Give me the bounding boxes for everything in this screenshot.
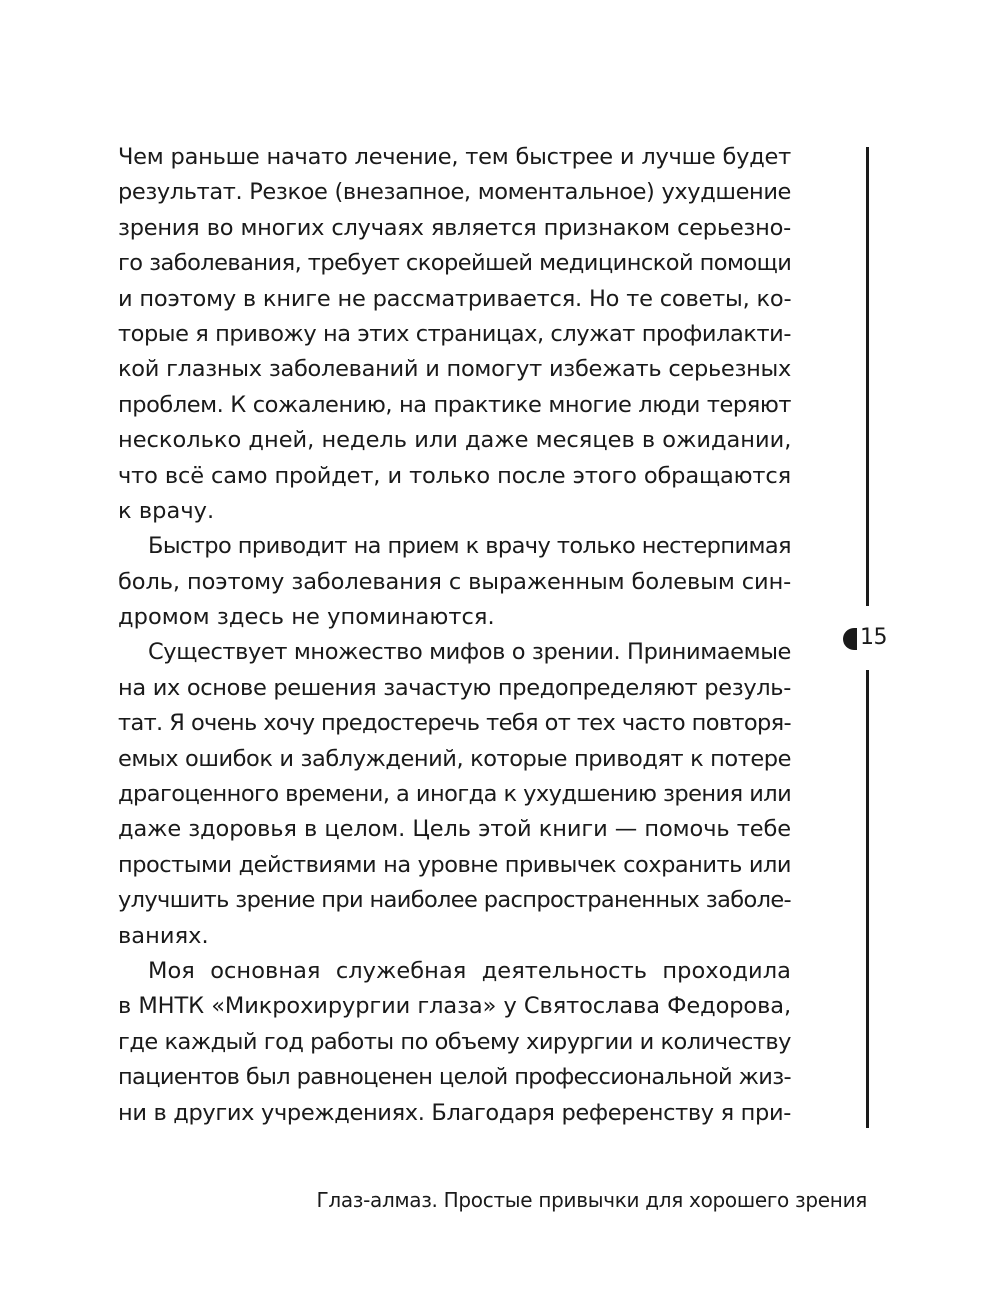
text-line: кой глазных заболеваний и помогут избежать серьезных xyxy=(118,356,791,383)
paragraph-2 xyxy=(118,529,791,635)
text-line: в МНТК «Микрохирургии глаза» у Святослава Федорова, xyxy=(118,993,791,1020)
paragraph-4 xyxy=(118,954,791,1131)
text-line: несколько дней, недель или даже месяцев в ожидании, xyxy=(118,427,792,454)
text-line: пациентов был равноценен целой профессиональной жиз- xyxy=(118,1064,791,1091)
text-line: даже здоровья в целом. Цель этой книги — помочь тебе xyxy=(118,816,791,843)
text-line: драгоценного времени, а иногда к ухудшению зрения или xyxy=(118,781,792,808)
text-line: простыми действиями на уровне привычек сохранить или xyxy=(118,851,791,878)
text-line: и поэтому в книге не рассматривается. Но те советы, ко- xyxy=(118,285,792,312)
text-line: Быстро приводит на прием к врачу только нестерпимая xyxy=(148,533,791,560)
text-line: результат. Резкое (внезапное, моментальное) ухудшение xyxy=(118,179,791,206)
body-text xyxy=(118,140,791,1131)
margin-rule-top xyxy=(866,147,869,606)
text-line: емых ошибок и заблуждений, которые приводят к потере xyxy=(118,745,791,772)
text-line: го заболевания, требует скорейшей медицинской помощи xyxy=(118,250,792,277)
text-line: проблем. К сожалению, на практике многие люди теряют xyxy=(118,391,791,418)
page-marker-icon xyxy=(843,628,857,650)
text-line: на их основе решения зачастую предопределяют резуль- xyxy=(118,674,791,701)
text-line: тат. Я очень хочу предостеречь тебя от тех часто повторя- xyxy=(118,710,791,737)
text-line: что всё само пройдет, и только после этого обращаются xyxy=(118,462,791,489)
text-line: Чем раньше начато лечение, тем быстрее и лучше будет xyxy=(118,144,791,170)
text-line: торые я привожу на этих страницах, служат профилакти- xyxy=(118,320,791,347)
paragraph-3 xyxy=(118,635,791,954)
text-line: Моя основная служебная деятельность проходила xyxy=(148,957,791,984)
text-line: к врачу. xyxy=(118,497,215,524)
text-line: Существует множество мифов о зрении. Принимаемые xyxy=(148,639,791,666)
text-line: дромом здесь не упоминаются. xyxy=(118,604,495,631)
text-line: боль, поэтому заболевания с выраженным болевым син- xyxy=(118,568,792,595)
text-line: зрения во многих случаях является признаком серьезно- xyxy=(118,214,791,241)
text-line: улучшить зрение при наиболее распространенных заболе- xyxy=(118,887,791,914)
text-line: ваниях. xyxy=(118,922,209,949)
paragraph-1 xyxy=(118,140,791,529)
margin-rule-bottom xyxy=(866,670,869,1128)
running-footer-book-title: Глаз-алмаз. Простые привычки для хорошего зрения xyxy=(316,1188,867,1212)
page-number: 15 xyxy=(860,625,887,650)
text-line: ни в других учреждениях. Благодаря референству я при- xyxy=(118,1099,791,1126)
text-line: где каждый год работы по объему хирургии и количеству xyxy=(118,1028,791,1055)
